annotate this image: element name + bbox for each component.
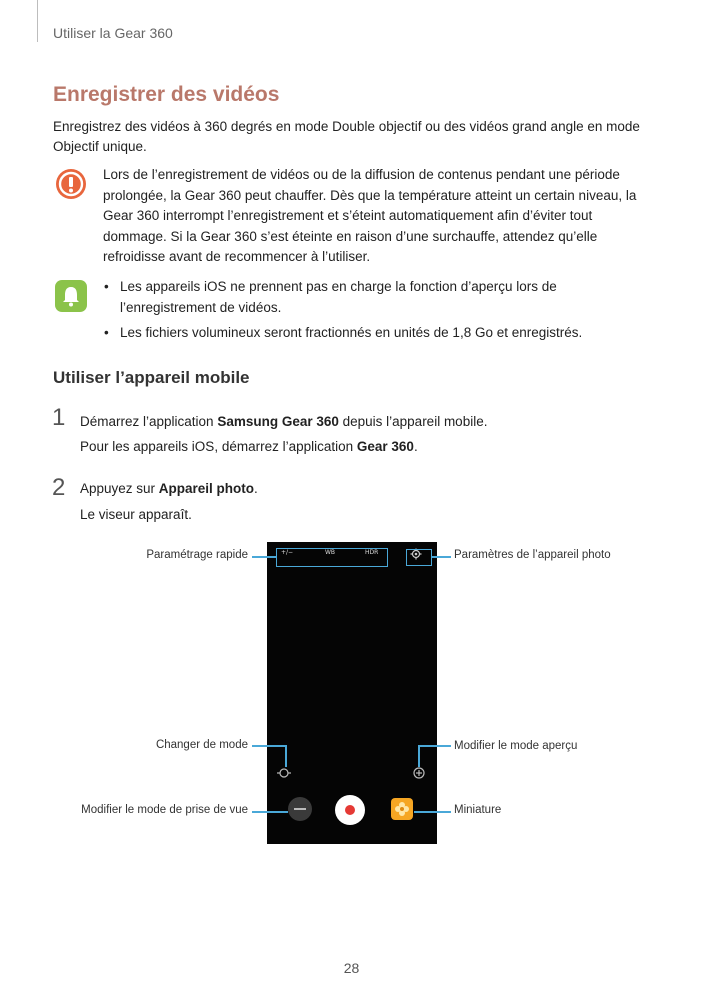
record-icon bbox=[345, 805, 355, 815]
shooting-mode-label: Modifier le mode de prise de vue bbox=[81, 804, 248, 816]
callout-line bbox=[285, 745, 287, 767]
callout-line bbox=[418, 745, 420, 767]
camera-viewfinder bbox=[267, 542, 437, 844]
bell-icon bbox=[55, 280, 87, 312]
header-divider bbox=[37, 0, 38, 42]
flower-icon bbox=[391, 798, 413, 820]
callout-line bbox=[252, 811, 288, 813]
white-balance-button[interactable]: WB bbox=[325, 549, 336, 556]
thumbnail-label: Miniature bbox=[454, 804, 502, 816]
thumbnail-button[interactable] bbox=[391, 798, 413, 820]
step-1-line-1: Démarrez l’application Samsung Gear 360 depuis l’appareil mobile. bbox=[80, 414, 488, 429]
hdr-button[interactable]: HDR bbox=[365, 549, 379, 556]
callout-line bbox=[414, 811, 451, 813]
subsection-title: Utiliser l’appareil mobile bbox=[53, 368, 250, 387]
note-bullet-2: Les fichiers volumineux seront fractionnés en unités de 1,8 Go et enregistrés. bbox=[120, 325, 583, 340]
exposure-button[interactable]: +/− bbox=[281, 549, 294, 556]
page-number: 28 bbox=[343, 960, 360, 976]
record-button[interactable] bbox=[335, 795, 365, 825]
step-number: 2 bbox=[52, 474, 66, 501]
change-mode-label: Changer de mode bbox=[155, 739, 248, 751]
section-intro: Enregistrez des vidéos à 360 degrés en mode Double objectif ou des vidéos grand angle en mode Objectif unique. bbox=[53, 119, 640, 154]
callout-box bbox=[276, 548, 388, 567]
minus-icon bbox=[294, 808, 306, 810]
step-2-line-2: Le viseur apparaît. bbox=[80, 507, 192, 522]
list-item: • Les appareils iOS ne prennent pas en charge la fonction d’aperçu lors de l’enregistrement de vidéos. bbox=[104, 279, 557, 315]
list-item: • Les fichiers volumineux seront fractionnés en unités de 1,8 Go et enregistrés. bbox=[104, 325, 583, 340]
quick-settings-label: Paramétrage rapide bbox=[146, 549, 248, 561]
callout-line bbox=[252, 745, 286, 747]
caution-text: Lors de l’enregistrement de vidéos ou de la diffusion de contenus pendant une période prolongée, la Gear 360 peut chauffer. Dès que la température atteint un certain niveau, la Gear 360 interrompt l’enregistrement et s’éteint automatiquement afin d’éviter tout dommage. Si la Gear 360 s’est éteinte en raison d’une surchauffe, attendez qu’elle refroidisse avant de recommencer à l’utiliser. bbox=[103, 167, 637, 264]
page-header: Utiliser la Gear 360 bbox=[53, 25, 173, 41]
caution-icon bbox=[55, 168, 87, 200]
callout-box bbox=[406, 549, 432, 566]
preview-mode-label: Modifier le mode aperçu bbox=[454, 740, 578, 752]
preview-mode-icon[interactable] bbox=[412, 766, 426, 780]
callout-line bbox=[432, 556, 451, 558]
callout-line bbox=[252, 556, 276, 558]
shooting-mode-button[interactable] bbox=[288, 797, 312, 821]
step-1-line-2: Pour les appareils iOS, démarrez l’application Gear 360. bbox=[80, 439, 418, 454]
note-bullet-1: Les appareils iOS ne prennent pas en charge la fonction d’aperçu lors de l’enregistrement de vidéos. bbox=[120, 279, 557, 315]
step-number: 1 bbox=[52, 404, 66, 431]
callout-line bbox=[418, 745, 451, 747]
section-title: Enregistrer des vidéos bbox=[53, 83, 280, 106]
note-list bbox=[103, 277, 653, 349]
change-mode-icon[interactable] bbox=[277, 766, 291, 780]
camera-settings-label: Paramètres de l’appareil photo bbox=[454, 549, 611, 561]
step-2-line-1: Appuyez sur Appareil photo. bbox=[80, 481, 258, 496]
